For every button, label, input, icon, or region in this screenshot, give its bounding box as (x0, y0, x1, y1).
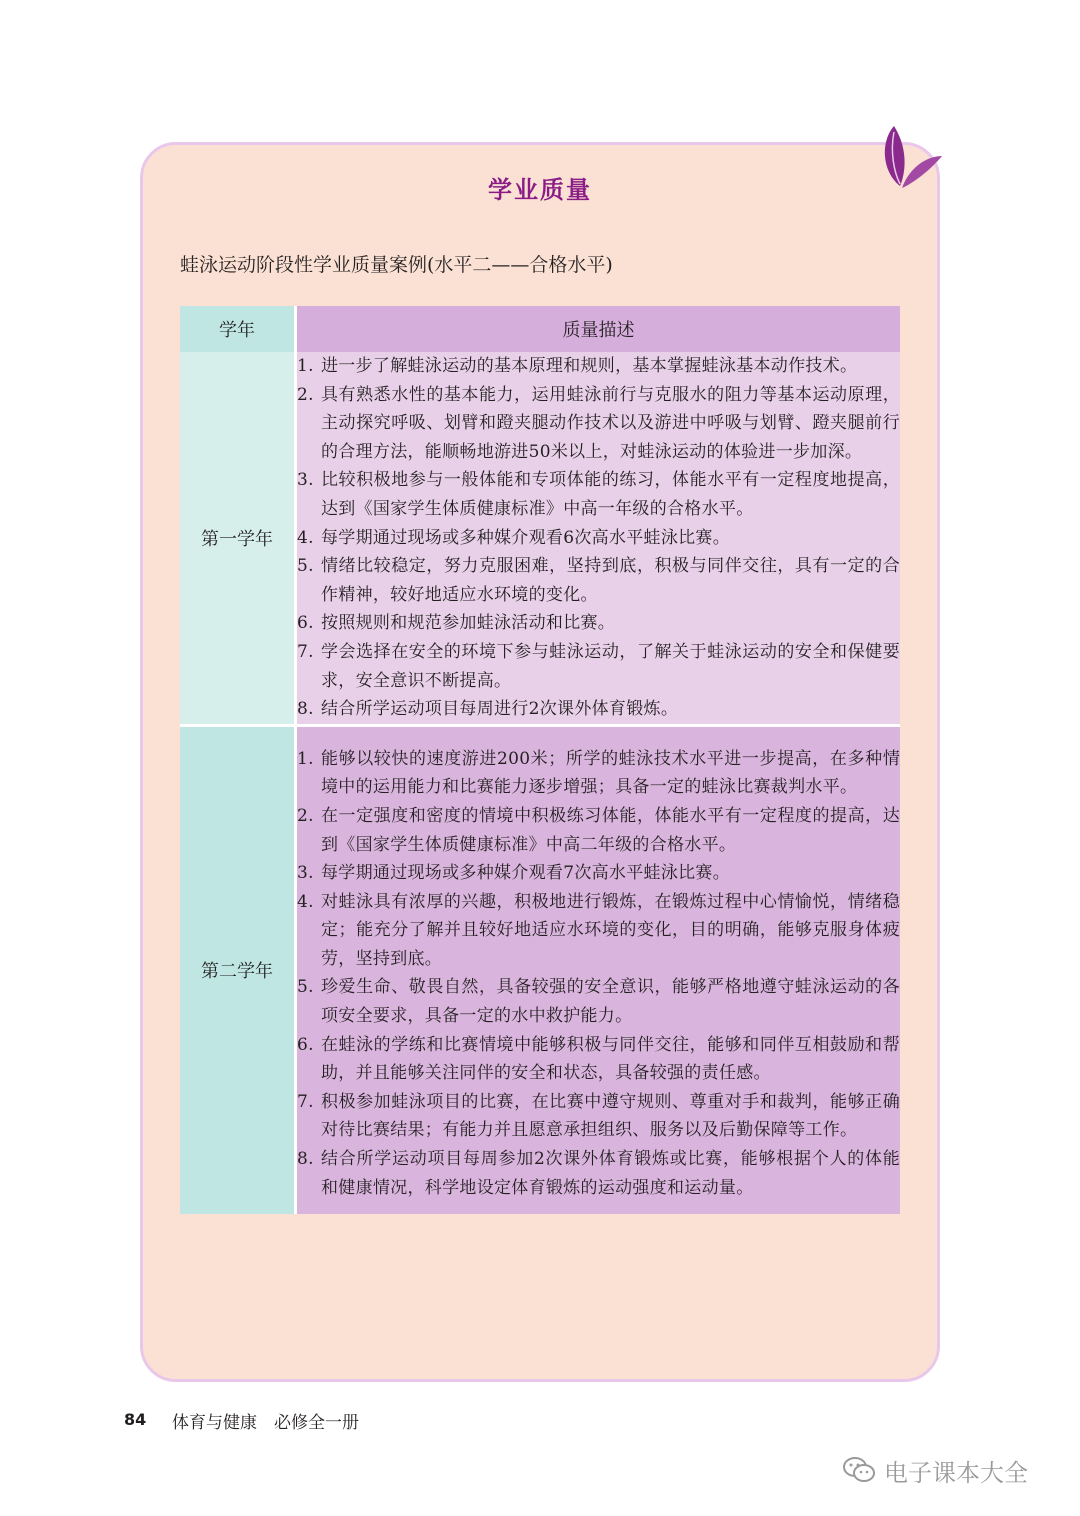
book-title: 体育与健康 必修全一册 (172, 1413, 359, 1433)
quality-list (297, 745, 900, 1203)
list-item (297, 552, 900, 609)
quality-list (297, 352, 900, 724)
table-row (180, 725, 900, 1214)
list-item (297, 859, 900, 888)
list-item (297, 609, 900, 638)
item-number: 3. (297, 863, 314, 884)
item-text: 结合所学运动项目每周进行2次课外体育锻炼。 (321, 699, 679, 720)
item-number: 5. (297, 977, 314, 998)
header-description: 质量描述 (296, 306, 901, 352)
description-cell (296, 725, 901, 1214)
item-text: 具有熟悉水性的基本能力，运用蛙泳前行与克服水的阻力等基本运动原理，主动探究呼吸、划臂和蹬夹腿动作技术以及游进中呼吸与划臂、蹬夹腿前行的合理方法，能顺畅地游进50米以上，对蛙泳运动的体验进一步加深。 (321, 384, 900, 462)
list-item (297, 1031, 900, 1088)
item-number: 5. (297, 556, 314, 577)
item-text: 在一定强度和密度的情境中积极练习体能，体能水平有一定程度的提高，达到《国家学生体质健康标准》中高二年级的合格水平。 (321, 805, 900, 855)
item-number: 6. (297, 1034, 314, 1055)
item-text: 按照规则和规范参加蛙泳活动和比赛。 (321, 613, 616, 634)
item-number: 2. (297, 384, 314, 405)
wechat-icon (842, 1455, 876, 1485)
item-number: 3. (297, 470, 314, 491)
item-number: 7. (297, 1091, 314, 1112)
section-title: 学业质量 (488, 176, 592, 204)
item-number: 8. (297, 1149, 314, 1170)
item-text: 情绪比较稳定，努力克服困难，坚持到底，积极与同伴交往，具有一定的合作精神，较好地适应水环境的变化。 (321, 556, 900, 605)
item-number: 1. (297, 356, 314, 376)
header-year: 学年 (180, 306, 296, 352)
table-row (180, 352, 900, 725)
item-text: 对蛙泳具有浓厚的兴趣，积极地进行锻炼，在锻炼过程中心情愉悦，情绪稳定；能充分了解并且较好地适应水环境的变化，目的明确，能够克服身体疲劳，坚持到底。 (321, 891, 900, 969)
table-header-row (180, 306, 900, 352)
year-cell: 第一学年 (180, 352, 296, 725)
list-item (297, 973, 900, 1030)
year-cell: 第二学年 (180, 725, 296, 1214)
item-text: 在蛙泳的学练和比赛情境中能够积极与同伴交往，能够和同伴互相鼓励和帮助，并且能够关注同伴的安全和状态，具备较强的责任感。 (321, 1034, 900, 1084)
item-number: 2. (297, 805, 314, 826)
list-item (297, 381, 900, 467)
list-item (297, 1145, 900, 1202)
item-number: 8. (297, 699, 314, 720)
item-text: 珍爱生命、敬畏自然，具备较强的安全意识，能够严格地遵守蛙泳运动的各项安全要求，具备一定的水中救护能力。 (321, 977, 900, 1027)
item-text: 学会选择在安全的环境下参与蛙泳运动，了解关于蛙泳运动的安全和保健要求，安全意识不断提高。 (321, 641, 900, 691)
list-item (297, 745, 900, 802)
item-text: 结合所学运动项目每周参加2次课外体育锻炼或比赛，能够根据个人的体能和健康情况，科学地设定体育锻炼的运动强度和运动量。 (321, 1149, 900, 1198)
list-item (297, 638, 900, 695)
description-cell (296, 352, 901, 725)
list-item (297, 888, 900, 974)
item-number: 4. (297, 891, 314, 912)
item-text: 积极参加蛙泳项目的比赛，在比赛中遵守规则、尊重对手和裁判，能够正确对待比赛结果；有能力并且愿意承担组织、服务以及后勤保障等工作。 (321, 1091, 900, 1141)
item-number: 1. (297, 748, 314, 769)
item-text: 比较积极地参与一般体能和专项体能的练习，体能水平有一定程度地提高，达到《国家学生体质健康标准》中高一年级的合格水平。 (321, 470, 900, 519)
item-text: 能够以较快的速度游进200米；所学的蛙泳技术水平进一步提高，在多种情境中的运用能力和比赛能力逐步增强；具备一定的蛙泳比赛裁判水平。 (321, 748, 900, 798)
watermark (842, 1452, 1028, 1488)
item-number: 4. (297, 527, 314, 548)
item-number: 7. (297, 641, 314, 662)
item-text: 每学期通过现场或多种媒介观看7次高水平蛙泳比赛。 (321, 863, 731, 884)
item-number: 6. (297, 613, 314, 634)
item-text: 每学期通过现场或多种媒介观看6次高水平蛙泳比赛。 (321, 527, 731, 548)
list-item (297, 352, 900, 381)
list-item (297, 524, 900, 553)
list-item (297, 695, 900, 724)
quality-table (180, 306, 900, 1214)
list-item (297, 466, 900, 523)
item-text: 进一步了解蛙泳运动的基本原理和规则，基本掌握蛙泳基本动作技术。 (321, 356, 858, 376)
list-item (297, 802, 900, 859)
watermark-text: 电子课本大全 (884, 1458, 1028, 1487)
page-number: 84 (124, 1410, 147, 1429)
list-item (297, 1088, 900, 1145)
case-title: 蛙泳运动阶段性学业质量案例(水平二——合格水平) (180, 254, 613, 276)
